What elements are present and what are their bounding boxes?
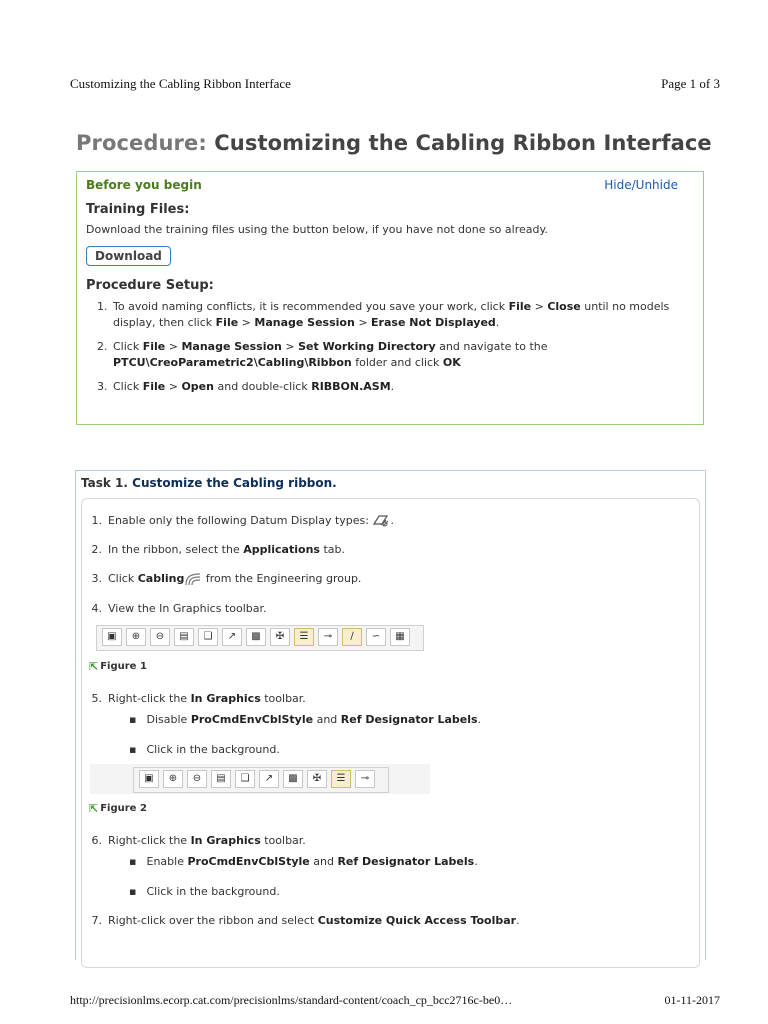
cable-style-icon: ☰ (294, 628, 314, 646)
step-text: . (516, 914, 520, 927)
harness-icon: ∽ (366, 628, 386, 646)
command-name: ProCmdEnvCblStyle (187, 855, 310, 868)
page-header-title: Customizing the Cabling Ribbon Interface (70, 76, 291, 91)
step-text: and navigate to the (435, 340, 548, 353)
zoom-in-icon: ⊕ (126, 628, 146, 646)
procedure-setup-heading: Procedure Setup: (86, 278, 214, 293)
task-step-4 (82, 602, 267, 615)
display-style-icon: ❏ (235, 770, 255, 788)
command-name: Ref Designator Labels (340, 713, 478, 726)
menu-erase-not-displayed: Erase Not Displayed (371, 316, 496, 329)
step-text: Right-click over the ribbon and select (108, 914, 318, 927)
step-text: from the Engineering group. (202, 572, 362, 585)
before-you-begin-panel (76, 171, 704, 425)
step-number: 4. (91, 602, 102, 615)
setup-step (111, 339, 694, 371)
step-text: toolbar. (260, 834, 306, 847)
menu-file: File (508, 300, 532, 313)
datum-display-icon: ✠ (307, 770, 327, 788)
customize-qat-label: Customize Quick Access Toolbar (317, 914, 517, 927)
page-footer-date: 01-11-2017 (664, 993, 720, 1007)
step-text: Click (113, 340, 143, 353)
procedure-prefix: Procedure: (76, 131, 207, 155)
ref-designator-labels-icon: ⊸ (355, 770, 375, 788)
cabling-label: Cabling (137, 572, 185, 585)
step-number: 3. (91, 572, 102, 585)
menu-set-working-directory: Set Working Directory (298, 340, 436, 353)
step-text: and (313, 713, 341, 726)
task-step-5b (143, 743, 280, 756)
task-step-1 (82, 514, 394, 528)
step-text: Click (113, 380, 143, 393)
step-text: > (531, 300, 548, 313)
task-heading (81, 476, 705, 490)
step-text: until no models display, then click (113, 300, 670, 329)
menu-file: File (142, 340, 166, 353)
figure-2-label: Figure 2 (100, 803, 147, 814)
step-text: Right-click the (108, 692, 191, 705)
menu-close: Close (547, 300, 581, 313)
task-panel (75, 470, 706, 960)
zoom-out-icon: ⊖ (150, 628, 170, 646)
task-step-7 (82, 914, 520, 927)
training-files-text: Download the training files using the button below, if you have not done so already. (86, 223, 548, 236)
in-graphics-label: In Graphics (190, 692, 261, 705)
menu-file: File (215, 316, 239, 329)
view-manager-icon: ▩ (246, 628, 266, 646)
datum-display-types-icon (372, 514, 390, 528)
task-step-5 (82, 692, 306, 705)
datum-display-icon: ✠ (270, 628, 290, 646)
step-text: Right-click the (108, 834, 191, 847)
saved-orientations-icon: ↗ (259, 770, 279, 788)
step-text: Enable (146, 855, 188, 868)
applications-tab-label: Applications (243, 543, 320, 556)
cabling-icon (184, 572, 202, 586)
task-steps-panel (81, 498, 700, 968)
step-text: Click in the background. (146, 743, 280, 756)
saved-orientations-icon: ↗ (222, 628, 242, 646)
ref-designator-labels-icon: ⊸ (318, 628, 338, 646)
menu-manage-session: Manage Session (254, 316, 355, 329)
display-style-icon: ❏ (198, 628, 218, 646)
step-text: > (165, 380, 182, 393)
figure-1-label: Figure 1 (100, 661, 147, 672)
hide-unhide-link[interactable]: Hide/Unhide (604, 178, 678, 192)
step-number: 5. (91, 692, 102, 705)
step-text: Click (108, 572, 138, 585)
step-text: toolbar. (260, 692, 306, 705)
step-text: . (477, 713, 482, 726)
page-footer-url: http://precisionlms.ecorp.cat.com/precisionlms/standard-content/coach_cp_bcc2716c-be0… (70, 993, 513, 1007)
step-text: folder and click (351, 356, 443, 369)
step-text: . (390, 380, 395, 393)
step-number: 1. (91, 514, 102, 527)
expand-figure-icon[interactable]: ⇱ (89, 660, 99, 673)
figure-2-caption[interactable] (89, 802, 147, 815)
view-manager-icon: ▩ (283, 770, 303, 788)
step-number: 2. (91, 543, 102, 556)
step-text: Click in the background. (146, 885, 280, 898)
setup-step (111, 299, 694, 331)
step-text: . (474, 855, 478, 868)
before-you-begin-label: Before you begin (86, 178, 202, 192)
step-text: > (281, 340, 299, 353)
step-text: In the ribbon, select the (108, 543, 244, 556)
menu-manage-session: Manage Session (181, 340, 282, 353)
step-text: View the In Graphics toolbar. (108, 602, 267, 615)
menu-open: Open (181, 380, 214, 393)
repaint-icon: ▤ (211, 770, 231, 788)
menu-file: File (142, 380, 166, 393)
command-name: Ref Designator Labels (337, 855, 475, 868)
figure-1-caption[interactable] (89, 660, 147, 673)
page-number: Page 1 of 3 (661, 76, 720, 91)
step-text: > (238, 316, 255, 329)
zoom-in-icon: ⊕ (163, 770, 183, 788)
command-name: ProCmdEnvCblStyle (190, 713, 314, 726)
task-step-6a (143, 855, 478, 868)
expand-figure-icon[interactable]: ⇱ (89, 802, 99, 815)
procedure-title (76, 131, 712, 155)
in-graphics-toolbar-figure-1 (96, 625, 424, 651)
cable-display-icon: ∕ (342, 628, 362, 646)
step-text: Disable (146, 713, 191, 726)
step-text: and double-click (213, 380, 312, 393)
refit-icon: ▣ (139, 770, 159, 788)
setup-steps-list (86, 299, 694, 395)
step-number: 6. (91, 834, 102, 847)
in-graphics-label: In Graphics (190, 834, 261, 847)
zoom-out-icon: ⊖ (187, 770, 207, 788)
procedure-title-text: Customizing the Cabling Ribbon Interface (214, 131, 712, 155)
task-step-5a (143, 713, 481, 726)
step-number: 7. (91, 914, 102, 927)
download-button[interactable]: Download (86, 246, 171, 266)
task-name: Customize the Cabling ribbon. (132, 476, 337, 490)
step-text: > (165, 340, 182, 353)
task-step-2 (82, 543, 345, 556)
annotation-display-icon: ▦ (390, 628, 410, 646)
step-text: . (495, 316, 500, 329)
step-text: > (354, 316, 372, 329)
ok-label: OK (442, 356, 461, 369)
step-text: . (390, 514, 394, 527)
step-text: and (309, 855, 338, 868)
folder-path: PTCU\CreoParametric2\Cabling\Ribbon (113, 356, 352, 369)
spin-center-icon: ☰ (331, 770, 351, 788)
training-files-heading: Training Files: (86, 202, 190, 217)
setup-step (111, 379, 694, 395)
task-step-3 (82, 572, 361, 586)
step-text: tab. (319, 543, 345, 556)
task-number: Task 1. (81, 476, 128, 490)
task-step-6b (143, 885, 280, 898)
task-step-6 (82, 834, 306, 847)
repaint-icon: ▤ (174, 628, 194, 646)
step-text: Enable only the following Datum Display types: (108, 514, 373, 527)
refit-icon: ▣ (102, 628, 122, 646)
step-text: To avoid naming conflicts, it is recommended you save your work, click (113, 300, 509, 313)
in-graphics-toolbar-figure-2 (133, 767, 389, 793)
file-name: RIBBON.ASM (311, 380, 391, 393)
